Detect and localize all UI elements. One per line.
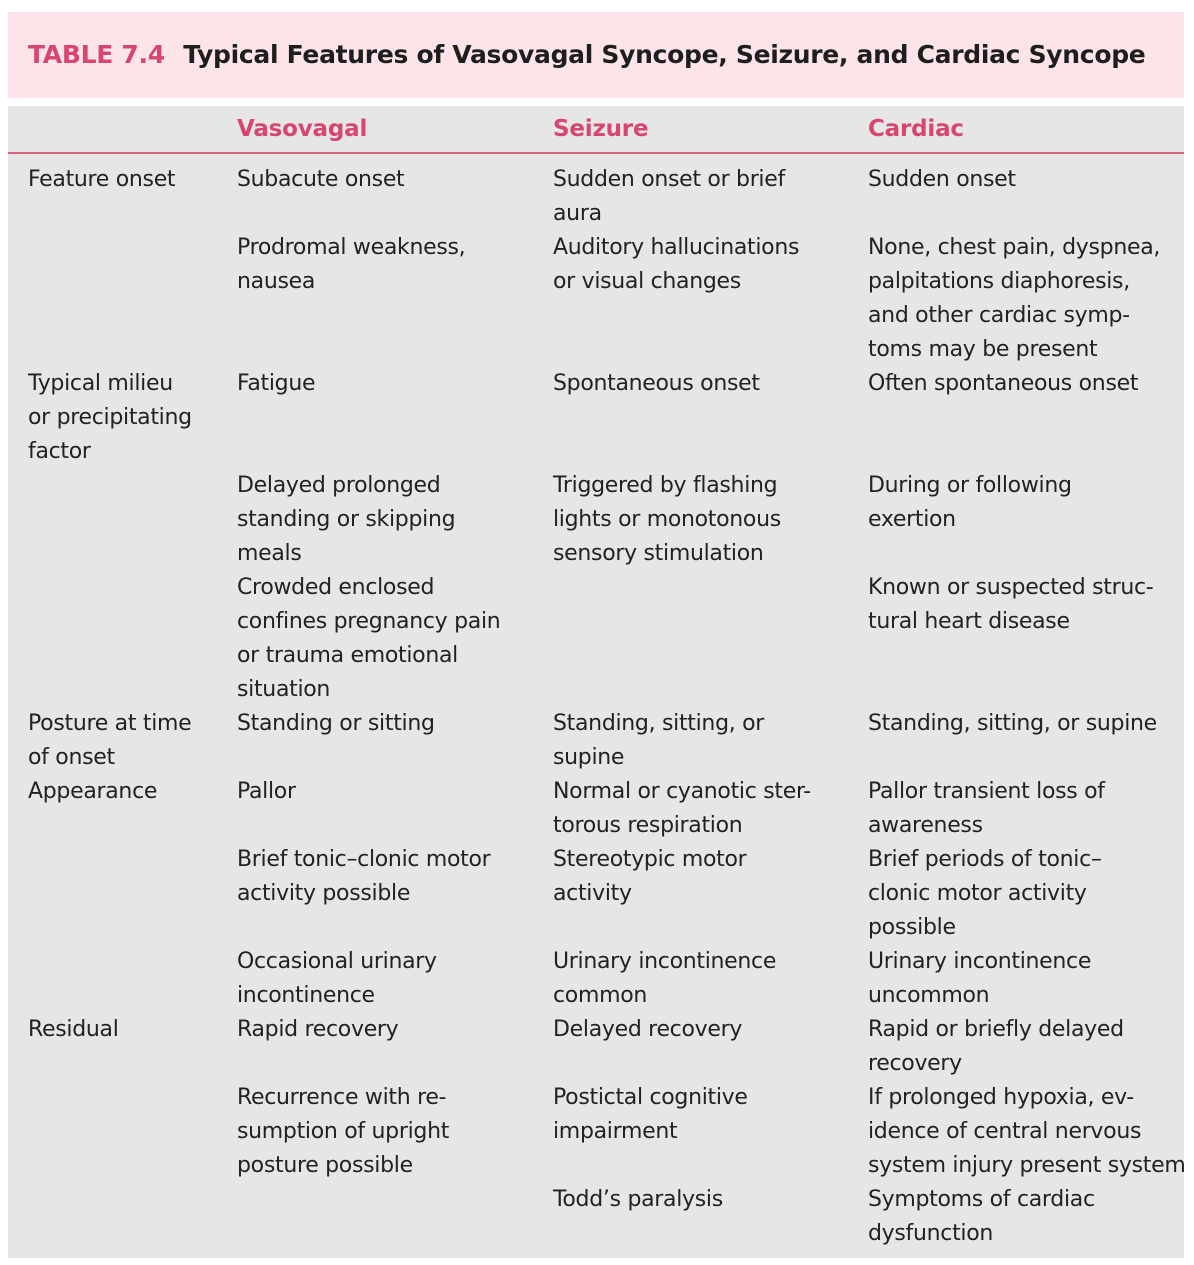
cell-text-line: Feature onset (28, 167, 176, 192)
vasovagal-cell (237, 1013, 537, 1047)
seizure-cell (553, 1183, 853, 1217)
cardiac-cell (868, 843, 1178, 945)
cell-text-line: Postictal cognitive (553, 1085, 748, 1110)
cell-text-line: Known or suspected struc- (868, 575, 1154, 600)
cell-text-line: Standing or sitting (237, 711, 435, 736)
cell-text-line: Often spontaneous onset (868, 371, 1139, 396)
cell-text-line: nausea (237, 269, 316, 294)
cell-text-line: Pallor (237, 779, 296, 804)
cell-text-line: and other cardiac symp- (868, 303, 1130, 328)
cell-text-line: Posture at time (28, 711, 192, 736)
cardiac-cell (868, 945, 1178, 1013)
seizure-cell (553, 231, 853, 299)
cell-text-line: During or following (868, 473, 1072, 498)
vasovagal-cell (237, 571, 537, 707)
cardiac-cell (868, 367, 1178, 401)
cell-text-line: or precipitating (28, 405, 192, 430)
seizure-cell (553, 945, 853, 1013)
cell-text-line: Brief tonic–clonic motor (237, 847, 491, 872)
cell-text-line: standing or skipping (237, 507, 456, 532)
cell-text-line: Brief periods of tonic– (868, 847, 1102, 872)
cardiac-cell (868, 571, 1178, 639)
cell-text-line: supine (553, 745, 625, 770)
cardiac-cell (868, 1013, 1178, 1081)
cell-text-line: system injury present system (868, 1153, 1186, 1178)
cardiac-cell (868, 707, 1178, 741)
vasovagal-cell (237, 367, 537, 401)
cell-text-line: Pallor transient loss of (868, 779, 1105, 804)
cardiac-cell (868, 231, 1178, 367)
cell-text-line: confines pregnancy pain (237, 609, 501, 634)
seizure-cell (553, 1081, 853, 1149)
cell-text-line: torous respiration (553, 813, 743, 838)
cell-text-line: Stereotypic motor (553, 847, 747, 872)
cell-text-line: Delayed prolonged (237, 473, 441, 498)
cell-text-line: Prodromal weakness, (237, 235, 466, 260)
cell-text-line: uncommon (868, 983, 990, 1008)
cell-text-line: Standing, sitting, or (553, 711, 765, 736)
cell-text-line: factor (28, 439, 91, 464)
cell-text-line: posture possible (237, 1153, 413, 1178)
cell-text-line: situation (237, 677, 331, 702)
cell-text-line: idence of central nervous (868, 1119, 1142, 1144)
cell-text-line: meals (237, 541, 302, 566)
cell-text-line: common (553, 983, 648, 1008)
cell-text-line: Sudden onset (868, 167, 1016, 192)
cell-text-line: of onset (28, 745, 115, 770)
cell-text-line: recovery (868, 1051, 962, 1076)
vasovagal-cell (237, 707, 537, 741)
cell-text-line: Normal or cyanotic ster- (553, 779, 811, 804)
feature-label (28, 163, 228, 197)
feature-label (28, 775, 228, 809)
cell-text-line: activity (553, 881, 632, 906)
feature-label (28, 707, 228, 775)
vasovagal-cell (237, 469, 537, 571)
seizure-cell (553, 707, 853, 775)
seizure-cell (553, 1013, 853, 1047)
vasovagal-cell (237, 775, 537, 809)
column-header-seizure: Seizure (553, 116, 649, 142)
cell-text-line: Rapid recovery (237, 1017, 399, 1042)
cell-text-line: possible (868, 915, 956, 940)
feature-label (28, 1013, 228, 1047)
cell-text-line: sumption of upright (237, 1119, 450, 1144)
cardiac-cell (868, 163, 1178, 197)
cell-text-line: Todd’s paralysis (553, 1187, 723, 1212)
cell-text-line: Standing, sitting, or supine (868, 711, 1157, 736)
cell-text-line: impairment (553, 1119, 678, 1144)
cell-text-line: tural heart disease (868, 609, 1070, 634)
cell-text-line: lights or monotonous (553, 507, 781, 532)
seizure-cell (553, 367, 853, 401)
cell-text-line: Subacute onset (237, 167, 405, 192)
cell-text-line: clonic motor activity (868, 881, 1087, 906)
cell-text-line: aura (553, 201, 602, 226)
cell-text-line: Symptoms of cardiac (868, 1187, 1095, 1212)
cell-text-line: If prolonged hypoxia, ev- (868, 1085, 1134, 1110)
cell-text-line: Typical milieu (28, 371, 173, 396)
vasovagal-cell (237, 843, 537, 911)
cell-text-line: Recurrence with re- (237, 1085, 447, 1110)
seizure-cell (553, 469, 853, 571)
cardiac-cell (868, 1183, 1178, 1251)
vasovagal-cell (237, 945, 537, 1013)
cell-text-line: Fatigue (237, 371, 316, 396)
comparison-table (8, 106, 1184, 1258)
cell-text-line: toms may be present (868, 337, 1098, 362)
cell-text-line: sensory stimulation (553, 541, 764, 566)
table-number: TABLE 7.4 (28, 40, 165, 69)
cell-text-line: Occasional urinary (237, 949, 437, 974)
table-title (28, 40, 1145, 69)
seizure-cell (553, 775, 853, 843)
table-title-banner (8, 12, 1184, 98)
vasovagal-cell (237, 163, 537, 197)
cell-text-line: dysfunction (868, 1221, 994, 1246)
cell-text-line: Triggered by flashing (553, 473, 778, 498)
cardiac-cell (868, 1081, 1186, 1183)
cell-text-line: incontinence (237, 983, 375, 1008)
feature-label (28, 367, 228, 469)
cell-text-line: Residual (28, 1017, 119, 1042)
table-caption: Typical Features of Vasovagal Syncope, Seizure, and Cardiac Syncope (183, 40, 1146, 69)
column-header-cardiac: Cardiac (868, 116, 964, 142)
seizure-cell (553, 163, 853, 231)
cell-text-line: or trauma emotional (237, 643, 458, 668)
cell-text-line: activity possible (237, 881, 411, 906)
vasovagal-cell (237, 1081, 537, 1183)
cell-text-line: Appearance (28, 779, 158, 804)
cell-text-line: Spontaneous onset (553, 371, 760, 396)
cell-text-line: awareness (868, 813, 983, 838)
cell-text-line: palpitations diaphoresis, (868, 269, 1130, 294)
cardiac-cell (868, 775, 1178, 843)
cell-text-line: Rapid or briefly delayed (868, 1017, 1124, 1042)
seizure-cell (553, 843, 853, 911)
column-header-vasovagal: Vasovagal (237, 116, 368, 142)
cell-text-line: Delayed recovery (553, 1017, 743, 1042)
table-header-row (8, 106, 1184, 154)
cell-text-line: Auditory hallucinations (553, 235, 800, 260)
cell-text-line: exertion (868, 507, 956, 532)
cell-text-line: Urinary incontinence (868, 949, 1092, 974)
vasovagal-cell (237, 231, 537, 299)
cardiac-cell (868, 469, 1178, 537)
cell-text-line: None, chest pain, dyspnea, (868, 235, 1161, 260)
cell-text-line: or visual changes (553, 269, 741, 294)
cell-text-line: Crowded enclosed (237, 575, 435, 600)
cell-text-line: Sudden onset or brief (553, 167, 785, 192)
cell-text-line: Urinary incontinence (553, 949, 777, 974)
